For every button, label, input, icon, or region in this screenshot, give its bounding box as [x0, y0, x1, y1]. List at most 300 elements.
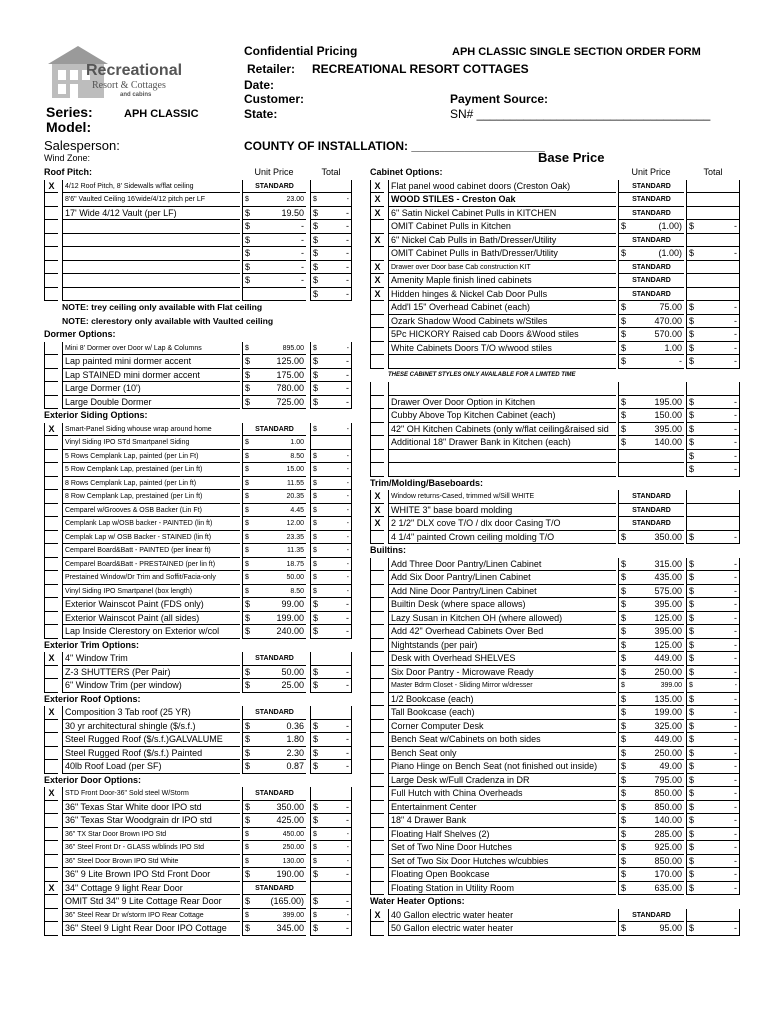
selection-box[interactable]	[370, 423, 384, 437]
right-row	[370, 315, 744, 329]
selection-box[interactable]	[370, 841, 384, 855]
left-row	[44, 841, 364, 855]
selection-box[interactable]: X	[370, 207, 384, 221]
selection-box[interactable]	[44, 801, 58, 815]
right-row	[370, 801, 744, 815]
option-description	[62, 234, 240, 248]
unit-price	[242, 423, 306, 437]
selection-box[interactable]	[370, 342, 384, 356]
dollar-sign: $	[313, 560, 317, 568]
right-row	[370, 774, 744, 788]
selection-box[interactable]: X	[370, 517, 384, 531]
price-value: -	[346, 734, 349, 744]
price-value: 345.00	[276, 923, 304, 933]
selection-box[interactable]: X	[44, 180, 58, 194]
total-price	[310, 814, 352, 828]
selection-box[interactable]: X	[370, 504, 384, 518]
right-row	[370, 274, 744, 288]
price-value: 250.00	[654, 666, 682, 677]
customer-label: Customer:	[244, 92, 305, 106]
selection-box[interactable]: X	[44, 787, 58, 801]
selection-box[interactable]	[370, 436, 384, 450]
dollar-sign: $	[245, 830, 249, 838]
right-row	[370, 477, 744, 491]
total-price	[310, 423, 352, 437]
selection-box[interactable]	[44, 585, 58, 599]
left-row	[44, 450, 364, 464]
price-value: 635.00	[654, 882, 682, 893]
dollar-sign: $	[689, 248, 695, 258]
dollar-sign: $	[621, 747, 627, 758]
unit-price	[618, 787, 684, 801]
selection-box[interactable]: X	[370, 193, 384, 207]
unit-price	[618, 342, 684, 356]
selection-box[interactable]	[44, 558, 58, 572]
total-price	[310, 180, 352, 194]
dollar-sign: $	[621, 653, 627, 663]
selection-box[interactable]	[44, 909, 58, 923]
price-value: -	[346, 599, 349, 609]
price-value: 125.00	[654, 639, 682, 650]
selection-box[interactable]	[44, 814, 58, 828]
option-description: 5Pc HICKORY Raised cab Doors &Wood stiles	[388, 328, 616, 342]
dollar-sign: $	[245, 612, 251, 623]
total-price	[686, 261, 740, 275]
total-price	[310, 801, 352, 815]
total-price	[310, 706, 352, 720]
selection-box[interactable]	[44, 220, 58, 234]
unit-price	[618, 841, 684, 855]
option-description: 8'6" Vaulted Ceiling 16'wide/4/12 pitch per LF	[62, 193, 240, 207]
price-value: 850.00	[654, 855, 682, 866]
selection-box[interactable]	[44, 234, 58, 248]
dollar-sign: $	[313, 533, 317, 541]
standard-label: STANDARD	[632, 182, 671, 190]
selection-box[interactable]	[370, 814, 384, 828]
selection-box[interactable]	[44, 450, 58, 464]
selection-box[interactable]	[370, 828, 384, 842]
price-value: -	[734, 248, 737, 258]
selection-box[interactable]: X	[44, 706, 58, 720]
dollar-sign: $	[313, 626, 319, 636]
price-value: 1.80	[286, 734, 304, 744]
selection-box[interactable]	[44, 598, 58, 612]
selection-box[interactable]	[44, 288, 58, 302]
selection-box[interactable]	[370, 396, 384, 410]
price-value: 325.00	[654, 720, 682, 731]
option-description: Z-3 SHUTTERS (Per Pair)	[62, 666, 240, 680]
option-description: Large Double Dormer	[62, 396, 240, 410]
dollar-sign: $	[313, 574, 317, 581]
selection-box[interactable]	[370, 639, 384, 653]
option-description: 36" Steel Door Brown IPO Std White	[62, 855, 240, 869]
option-description: Hidden hinges & Nickel Cab Door Pulls	[388, 288, 616, 302]
dollar-sign: $	[245, 720, 251, 731]
total-price	[310, 868, 352, 882]
price-value: -	[734, 682, 737, 689]
right-row	[370, 234, 744, 248]
dollar-sign: $	[689, 639, 695, 650]
dollar-sign: $	[245, 479, 249, 487]
selection-box[interactable]: X	[370, 490, 384, 504]
total-price	[686, 517, 740, 531]
selection-box[interactable]	[370, 679, 384, 693]
price-value: 195.00	[654, 396, 682, 407]
selection-box[interactable]	[44, 247, 58, 261]
selection-box[interactable]	[44, 625, 58, 639]
price-value: -	[734, 585, 737, 596]
section-title: Trim/Molding/Baseboards:	[370, 477, 484, 488]
selection-box[interactable]	[44, 841, 58, 855]
selection-box[interactable]	[370, 301, 384, 315]
option-description	[62, 288, 240, 302]
unit-price	[242, 544, 306, 558]
total-price	[686, 301, 740, 315]
price-value: 0.87	[286, 761, 304, 771]
standard-label: STANDARD	[255, 709, 294, 716]
selection-box[interactable]: X	[370, 288, 384, 302]
dollar-sign: $	[245, 801, 251, 812]
selection-box[interactable]	[370, 733, 384, 747]
selection-box[interactable]: X	[44, 423, 58, 437]
price-value: -	[734, 869, 737, 879]
option-description: Cemparel w/Grooves & OSB Backer (Lin Ft)	[62, 504, 240, 518]
selection-box[interactable]	[370, 558, 384, 572]
unit-price	[242, 760, 306, 774]
option-description: STD Front Door-36" Sold steel W/Storm	[62, 787, 240, 801]
selection-box[interactable]	[370, 760, 384, 774]
dollar-sign: $	[621, 599, 627, 609]
selection-box[interactable]	[370, 598, 384, 612]
selection-box[interactable]	[370, 693, 384, 707]
left-row	[44, 706, 364, 720]
option-description: Piano Hinge on Bench Seat (not finished out inside)	[388, 760, 616, 774]
selection-box[interactable]	[44, 720, 58, 734]
dollar-sign: $	[313, 801, 319, 812]
total-price	[686, 909, 740, 923]
total-price	[310, 625, 352, 639]
selection-box[interactable]: X	[370, 234, 384, 248]
dollar-sign: $	[245, 923, 251, 933]
dollar-sign: $	[689, 682, 693, 689]
selection-box[interactable]	[370, 801, 384, 815]
price-value: -	[346, 356, 349, 366]
selection-box[interactable]	[370, 652, 384, 666]
dollar-sign: $	[621, 774, 627, 785]
total-price	[686, 558, 740, 572]
selection-box[interactable]	[44, 436, 58, 450]
price-value: -	[734, 639, 737, 650]
total-price	[310, 490, 352, 504]
selection-box[interactable]	[370, 531, 384, 545]
selection-box[interactable]	[370, 463, 384, 477]
right-row	[370, 706, 744, 720]
selection-box[interactable]	[370, 450, 384, 464]
wind-zone-label: Wind Zone:	[44, 153, 91, 163]
dollar-sign: $	[621, 923, 627, 933]
selection-box[interactable]	[44, 369, 58, 383]
unit-price	[618, 868, 684, 882]
right-row	[370, 747, 744, 761]
option-description: Drawer Over Door Option in Kitchen	[388, 396, 616, 410]
total-price	[686, 504, 740, 518]
option-description: Smart-Panel Siding whouse wrap around home	[62, 423, 240, 437]
unit-price	[242, 612, 306, 626]
unit-price	[618, 747, 684, 761]
selection-box[interactable]	[44, 747, 58, 761]
total-price	[310, 207, 352, 221]
unit-price	[618, 774, 684, 788]
left-row	[44, 571, 364, 585]
option-description: Add Three Door Pantry/Linen Cabinet	[388, 558, 616, 572]
selection-box[interactable]	[44, 463, 58, 477]
unit-price	[618, 207, 684, 221]
section-title: Water Heater Options:	[370, 896, 465, 906]
price-value: -	[346, 680, 349, 690]
selection-box[interactable]	[370, 612, 384, 626]
unit-price	[242, 909, 306, 923]
county-field[interactable]: COUNTY OF INSTALLATION: ____________________	[244, 139, 545, 153]
option-description: 8 Row Cemplank Lap, prestained (per Lin ft)	[62, 490, 240, 504]
selection-box[interactable]	[370, 409, 384, 423]
dollar-sign: $	[313, 869, 319, 879]
selection-box[interactable]	[44, 504, 58, 518]
left-row	[44, 814, 364, 828]
selection-box[interactable]	[44, 193, 58, 207]
right-row	[370, 828, 744, 842]
selection-box[interactable]	[44, 517, 58, 531]
left-row	[44, 193, 364, 207]
selection-box[interactable]	[44, 342, 58, 356]
dollar-sign: $	[689, 788, 695, 798]
selection-box[interactable]	[370, 355, 384, 369]
dollar-sign: $	[313, 815, 319, 825]
right-row	[370, 342, 744, 356]
price-value: -	[734, 734, 737, 744]
option-description: 5 Rows Cemplank Lap, painted (per Lin Ft)	[62, 450, 240, 464]
dollar-sign: $	[245, 533, 249, 541]
selection-box[interactable]: X	[370, 909, 384, 923]
unit-price	[618, 909, 684, 923]
price-value: -	[346, 911, 349, 919]
price-value: 20.35	[286, 493, 304, 500]
selection-box[interactable]	[44, 612, 58, 626]
selection-box[interactable]	[44, 855, 58, 869]
option-description: Cemparel Board&Batt - PAINTED (per linear ft)	[62, 544, 240, 558]
dollar-sign: $	[313, 896, 319, 906]
standard-label: STANDARD	[632, 493, 671, 500]
selection-box[interactable]	[44, 274, 58, 288]
option-description: Flat panel wood cabinet doors (Creston Oak)	[388, 180, 616, 194]
total-price	[310, 517, 352, 531]
price-value: -	[734, 720, 737, 731]
total-price	[310, 531, 352, 545]
selection-box[interactable]: X	[44, 652, 58, 666]
selection-box[interactable]	[370, 720, 384, 734]
selection-box[interactable]	[44, 207, 58, 221]
dollar-sign: $	[245, 599, 251, 609]
option-description: Entertainment Center	[388, 801, 616, 815]
option-description: 34" Cottage 9 light Rear Door	[62, 882, 240, 896]
selection-box[interactable]: X	[44, 882, 58, 896]
price-value: -	[346, 479, 349, 487]
dollar-sign: $	[245, 666, 251, 677]
dollar-sign: $	[621, 788, 627, 798]
selection-box[interactable]	[370, 247, 384, 261]
selection-box[interactable]	[44, 895, 58, 909]
price-value: 199.00	[276, 612, 304, 623]
price-value: 425.00	[276, 815, 304, 825]
price-value: -	[734, 815, 737, 825]
standard-label: STANDARD	[632, 506, 671, 514]
dollar-sign: $	[245, 452, 249, 460]
selection-box[interactable]: X	[370, 261, 384, 275]
selection-box[interactable]	[370, 922, 384, 936]
dollar-sign: $	[245, 275, 251, 285]
left-row	[44, 396, 364, 410]
left-row	[44, 234, 364, 248]
dollar-sign: $	[689, 558, 695, 569]
selection-box[interactable]	[44, 679, 58, 693]
price-value: -	[734, 558, 737, 569]
selection-box[interactable]	[44, 490, 58, 504]
option-description: Floating Open Bookcase	[388, 868, 616, 882]
total-price	[686, 247, 740, 261]
total-price	[686, 760, 740, 774]
dollar-sign: $	[621, 842, 627, 852]
selection-box[interactable]	[44, 571, 58, 585]
standard-label: STANDARD	[632, 263, 671, 271]
unit-price	[618, 801, 684, 815]
total-price	[686, 315, 740, 329]
option-description: Builtin Desk (where space allows)	[388, 598, 616, 612]
selection-box[interactable]	[44, 922, 58, 936]
right-row	[370, 382, 744, 396]
note-text: NOTE: clerestory only available with Vaulted ceiling	[62, 315, 274, 326]
left-row	[44, 220, 364, 234]
selection-box[interactable]	[44, 382, 58, 396]
price-value: 395.00	[654, 423, 682, 434]
selection-box[interactable]: X	[370, 180, 384, 194]
left-row	[44, 909, 364, 923]
selection-box[interactable]	[370, 382, 384, 396]
selection-box[interactable]	[44, 760, 58, 774]
dollar-sign: $	[621, 423, 627, 434]
right-row	[370, 247, 744, 261]
total-price	[310, 720, 352, 734]
price-value: -	[346, 506, 349, 514]
selection-box[interactable]: X	[370, 274, 384, 288]
left-row	[44, 733, 364, 747]
unit-price	[242, 747, 306, 761]
selection-box[interactable]	[370, 787, 384, 801]
total-price	[686, 693, 740, 707]
price-value: -	[734, 923, 737, 933]
selection-box[interactable]	[44, 396, 58, 410]
selection-box[interactable]	[370, 585, 384, 599]
price-value: -	[346, 587, 349, 595]
dollar-sign: $	[689, 450, 695, 461]
selection-box[interactable]	[370, 571, 384, 585]
selection-box[interactable]	[370, 315, 384, 329]
sn-field[interactable]: SN# ___________________________________	[450, 107, 711, 121]
selection-box[interactable]	[44, 544, 58, 558]
selection-box[interactable]	[44, 477, 58, 491]
dollar-sign: $	[313, 599, 319, 609]
selection-box[interactable]	[370, 868, 384, 882]
option-description: White Cabinets Doors T/O w/wood stiles	[388, 342, 616, 356]
dollar-sign: $	[245, 369, 251, 380]
selection-box[interactable]	[370, 220, 384, 234]
selection-box[interactable]	[44, 828, 58, 842]
price-value: (165.00)	[270, 896, 304, 906]
selection-box[interactable]	[370, 625, 384, 639]
selection-box[interactable]	[370, 882, 384, 896]
price-value: -	[301, 221, 304, 231]
unit-price	[618, 720, 684, 734]
unit-price	[618, 274, 684, 288]
left-options-column	[44, 166, 364, 936]
dollar-sign: $	[621, 410, 627, 420]
selection-box[interactable]	[370, 328, 384, 342]
standard-label: STANDARD	[632, 911, 671, 919]
option-description: Add'l 15" Overhead Cabinet (each)	[388, 301, 616, 315]
price-value: 1.00	[664, 342, 682, 353]
selection-box[interactable]	[370, 666, 384, 680]
standard-label: STANDARD	[632, 209, 671, 217]
price-value: 18.75	[286, 560, 304, 568]
selection-box[interactable]	[44, 733, 58, 747]
price-value: 125.00	[276, 356, 304, 366]
price-value: 135.00	[654, 693, 682, 704]
price-value: 570.00	[654, 329, 682, 339]
dollar-sign: $	[245, 547, 249, 554]
left-row	[44, 436, 364, 450]
dollar-sign: $	[689, 707, 695, 717]
selection-box[interactable]	[44, 868, 58, 882]
dollar-sign: $	[245, 680, 251, 690]
total-price	[310, 342, 352, 356]
total-price	[686, 409, 740, 423]
price-value: -	[734, 707, 737, 717]
selection-box[interactable]	[44, 666, 58, 680]
price-value: -	[734, 626, 737, 636]
right-row	[370, 450, 744, 464]
left-row	[44, 693, 364, 707]
selection-box[interactable]	[44, 531, 58, 545]
right-row	[370, 760, 744, 774]
selection-box[interactable]	[370, 855, 384, 869]
price-value: 470.00	[654, 315, 682, 326]
dollar-sign: $	[313, 761, 319, 771]
selection-box[interactable]	[44, 261, 58, 275]
price-value: -	[734, 410, 737, 420]
selection-box[interactable]	[370, 747, 384, 761]
left-row	[44, 342, 364, 356]
unit-price	[618, 639, 684, 653]
selection-box[interactable]	[370, 706, 384, 720]
total-price	[310, 895, 352, 909]
note-text: NOTE: trey ceiling only available with Flat ceiling	[62, 302, 263, 312]
dollar-sign: $	[245, 439, 249, 446]
dollar-sign: $	[621, 612, 627, 623]
selection-box[interactable]	[370, 774, 384, 788]
total-price	[310, 396, 352, 410]
selection-box[interactable]	[44, 355, 58, 369]
price-value: 15.00	[286, 466, 304, 473]
option-description: Bench Seat only	[388, 747, 616, 761]
right-row	[370, 909, 744, 923]
